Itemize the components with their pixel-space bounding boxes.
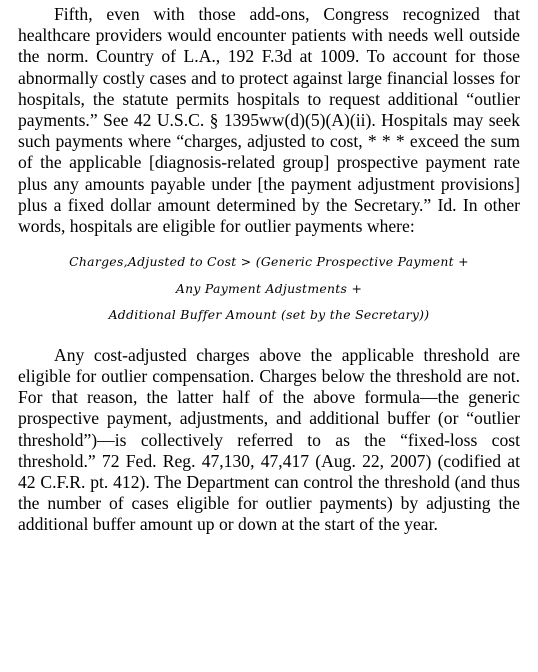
paragraph-outlier-payments: Fifth, even with those add-ons, Congress recognized that healthcare providers would encounter patients with needs well outside the norm. Country of L.A., 192 F.3d at 1009. To account for those abnormally costly cases and to protect against large financial losses for hospitals, the statute permits hospitals to request additional “outlier payments.” See 42 U.S.C. § 1395ww(d)(5)(A)(ii). Hospitals may seek such payments where “charges, adjusted to cost, * * * exceed the sum of the applicable [diagnosis-related group] prospective payment rate plus any amounts payable under [the payment adjustment provisions] plus a fixed dollar amount determined by the Secretary.” Id. In other words, hospitals are eligible for outlier payments where:	[18, 4, 520, 237]
formula-line-2: Any Payment Adjustments +	[175, 280, 363, 296]
paragraph-threshold: Any cost-adjusted charges above the applicable threshold are eligible for outlier compensation. Charges below the threshold are not. For that reason, the latter half of the above formula—the generic prospective payment, adjustments, and additional buffer (or “outlier threshold”)—is collectively referred to as the “fixed-loss cost threshold.” 72 Fed. Reg. 47,130, 47,417 (Aug. 22, 2007) (codified at 42 C.F.R. pt. 412). The Department can control the threshold (and thus the number of cases eligible for outlier payments) by adjusting the additional buffer amount up or down at the start of the year.	[18, 344, 520, 535]
outlier-formula	[18, 249, 520, 329]
formula-line-3: Additional Buffer Amount (set by the Secretary))	[108, 307, 430, 323]
document-page	[18, 4, 520, 536]
formula-line-1: Charges,Adjusted to Cost > (Generic Prospective Payment +	[69, 254, 469, 270]
